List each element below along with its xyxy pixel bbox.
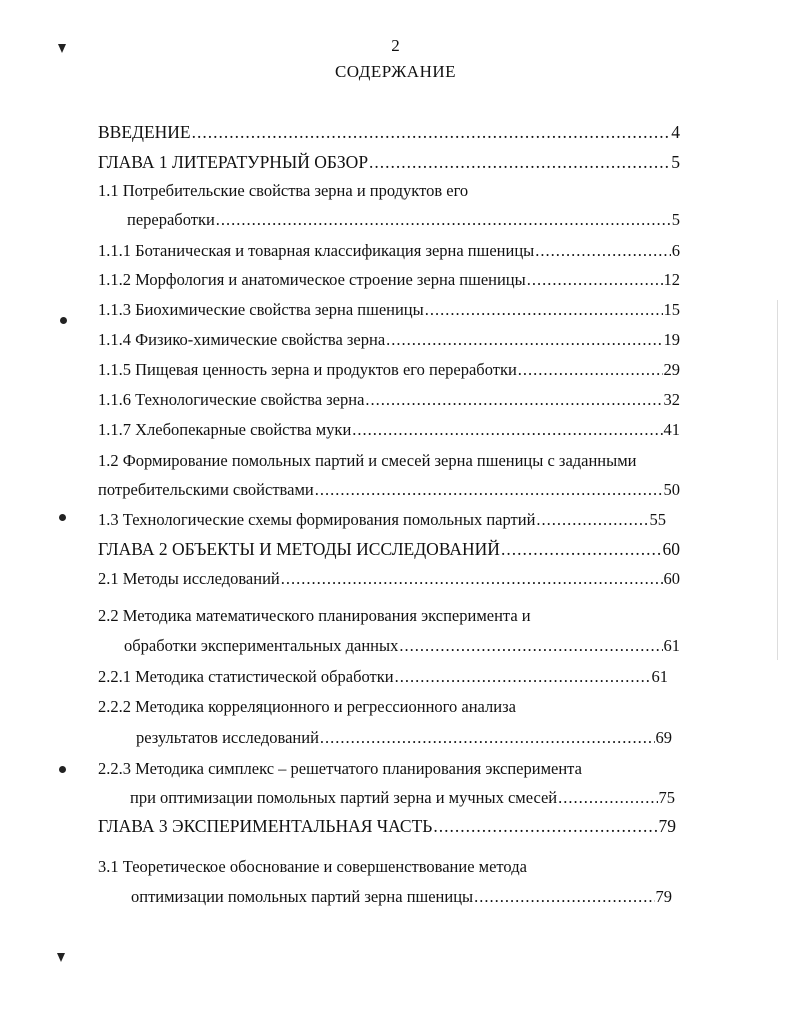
toc-entry-chapter-2[interactable] — [98, 539, 680, 561]
toc-entry-3-1[interactable] — [131, 887, 672, 909]
toc-entry-page: 15 — [663, 300, 680, 319]
leader-dots — [386, 330, 662, 350]
toc-entry-label: 1.1.1 Ботаническая и товарная классификация зерна пшеницы — [98, 241, 535, 260]
toc-entry-label: при оптимизации помольных партий зерна и мучных смесей — [130, 788, 558, 807]
toc-entry-label: 2.1 Методы исследований — [98, 569, 280, 588]
toc-entry-page: 6 — [671, 241, 680, 260]
leader-dots — [395, 667, 651, 687]
toc-entry-page: 79 — [658, 816, 676, 836]
page-title: СОДЕРЖАНИЕ — [334, 62, 457, 81]
toc-entry-2-2-3[interactable] — [130, 788, 675, 810]
toc-entry-label: 1.1.4 Физико-химические свойства зерна — [98, 330, 386, 349]
toc-entry-2-1[interactable] — [98, 569, 680, 591]
toc-entry-label: оптимизации помольных партий зерна пшеницы — [131, 887, 474, 906]
toc-entry-2-2-3-line-1: 2.2.3 Методика симплекс – решетчатого планирования эксперимента — [98, 759, 582, 778]
toc-entry-page: 60 — [662, 539, 680, 559]
toc-entry-page: 61 — [651, 667, 668, 686]
leader-dots — [558, 788, 657, 808]
toc-entry-1-1-5[interactable] — [98, 360, 680, 382]
toc-entry-label: переработки — [127, 210, 215, 229]
toc-entry-label: 2.2.1 Методика статистической обработки — [98, 667, 394, 686]
toc-entry-label: ГЛАВА 3 ЭКСПЕРИМЕНТАЛЬНАЯ ЧАСТЬ — [98, 816, 433, 836]
toc-entry-2-2-2[interactable] — [136, 728, 672, 750]
toc-entry-page: 69 — [655, 728, 672, 747]
leader-dots — [216, 210, 671, 230]
toc-entry-1-1-2[interactable] — [98, 270, 680, 292]
leader-dots — [192, 122, 671, 143]
toc-entry-label: обработки экспериментальных данных — [124, 636, 399, 655]
toc-entry-1-1-line-1: 1.1 Потребительские свойства зерна и продуктов его — [98, 181, 469, 200]
toc-entry-page: 41 — [663, 420, 680, 439]
toc-entry-label: 1.1.2 Морфология и анатомическое строение зерна пшеницы — [98, 270, 526, 289]
toc-entry-page: 79 — [655, 887, 672, 906]
toc-entry-label: 1.1.6 Технологические свойства зерна — [98, 390, 365, 409]
leader-dots — [433, 816, 657, 837]
toc-entry-chapter-3[interactable] — [98, 816, 676, 838]
page-number: 2 — [391, 36, 400, 55]
toc-entry-page: 5 — [671, 210, 680, 229]
toc-entry-1-1-1[interactable] — [98, 241, 680, 263]
toc-entry-page: 50 — [663, 480, 680, 499]
toc-entry-page: 4 — [671, 122, 680, 142]
leader-dots — [535, 241, 671, 261]
leader-dots — [352, 420, 662, 440]
toc-entry-1-2[interactable] — [98, 480, 680, 502]
toc-entry-label: ГЛАВА 2 ОБЪЕКТЫ И МЕТОДЫ ИССЛЕДОВАНИЙ — [98, 539, 500, 559]
leader-dots — [281, 569, 663, 589]
toc-entry-2-2[interactable] — [124, 636, 680, 658]
leader-dots — [518, 360, 663, 380]
toc-entry-label: результатов исследований — [136, 728, 319, 747]
toc-entry-label: 1.1.7 Хлебопекарные свойства муки — [98, 420, 352, 439]
toc-entry-label: 1.1.3 Биохимические свойства зерна пшеницы — [98, 300, 424, 319]
leader-dots — [399, 636, 662, 656]
toc-entry-intro[interactable] — [98, 122, 680, 144]
toc-entry-chapter-1[interactable] — [98, 152, 680, 174]
leader-dots — [369, 152, 670, 173]
toc-entry-page: 75 — [658, 788, 675, 807]
leader-dots — [425, 300, 663, 320]
toc-entry-1-1-6[interactable] — [98, 390, 680, 412]
leader-dots — [527, 270, 663, 290]
leader-dots — [474, 887, 654, 907]
toc-entry-label: ГЛАВА 1 ЛИТЕРАТУРНЫЙ ОБЗОР — [98, 152, 369, 172]
toc-entry-label: 1.3 Технологические схемы формирования помольных партий — [98, 510, 536, 529]
toc-entry-1-1[interactable] — [127, 210, 680, 232]
toc-entry-page: 61 — [663, 636, 680, 655]
toc-entry-1-1-3[interactable] — [98, 300, 680, 322]
leader-dots — [501, 539, 662, 560]
leader-dots — [365, 390, 662, 410]
toc-entry-3-1-line-1: 3.1 Теоретическое обоснование и совершенствование метода — [98, 857, 527, 876]
toc-entry-page: 60 — [663, 569, 680, 588]
toc-entry-2-2-1[interactable] — [98, 667, 668, 689]
toc-entry-1-2-line-1: 1.2 Формирование помольных партий и смесей зерна пшеницы с заданными — [98, 451, 637, 470]
toc-entry-2-2-line-1: 2.2 Методика математического планирования эксперимента и — [98, 606, 531, 625]
leader-dots — [320, 728, 655, 748]
toc-entry-page: 19 — [663, 330, 680, 349]
toc-entry-1-1-4[interactable] — [98, 330, 680, 352]
toc-entry-page: 12 — [663, 270, 680, 289]
toc-entry-label: потребительскими свойствами — [98, 480, 314, 499]
toc-entry-label: ВВЕДЕНИЕ — [98, 122, 191, 142]
leader-dots — [315, 480, 663, 500]
toc-entry-page: 55 — [649, 510, 666, 529]
toc-entry-2-2-2-line-1: 2.2.2 Методика корреляционного и регрессионного анализа — [98, 697, 516, 716]
toc-entry-page: 29 — [663, 360, 680, 379]
toc-entry-label: 1.1.5 Пищевая ценность зерна и продуктов его переработки — [98, 360, 517, 379]
toc-entry-1-1-7[interactable] — [98, 420, 680, 442]
toc-entry-page: 32 — [663, 390, 680, 409]
leader-dots — [536, 510, 648, 530]
toc-entry-page: 5 — [671, 152, 680, 172]
toc-entry-1-3[interactable] — [98, 510, 666, 532]
